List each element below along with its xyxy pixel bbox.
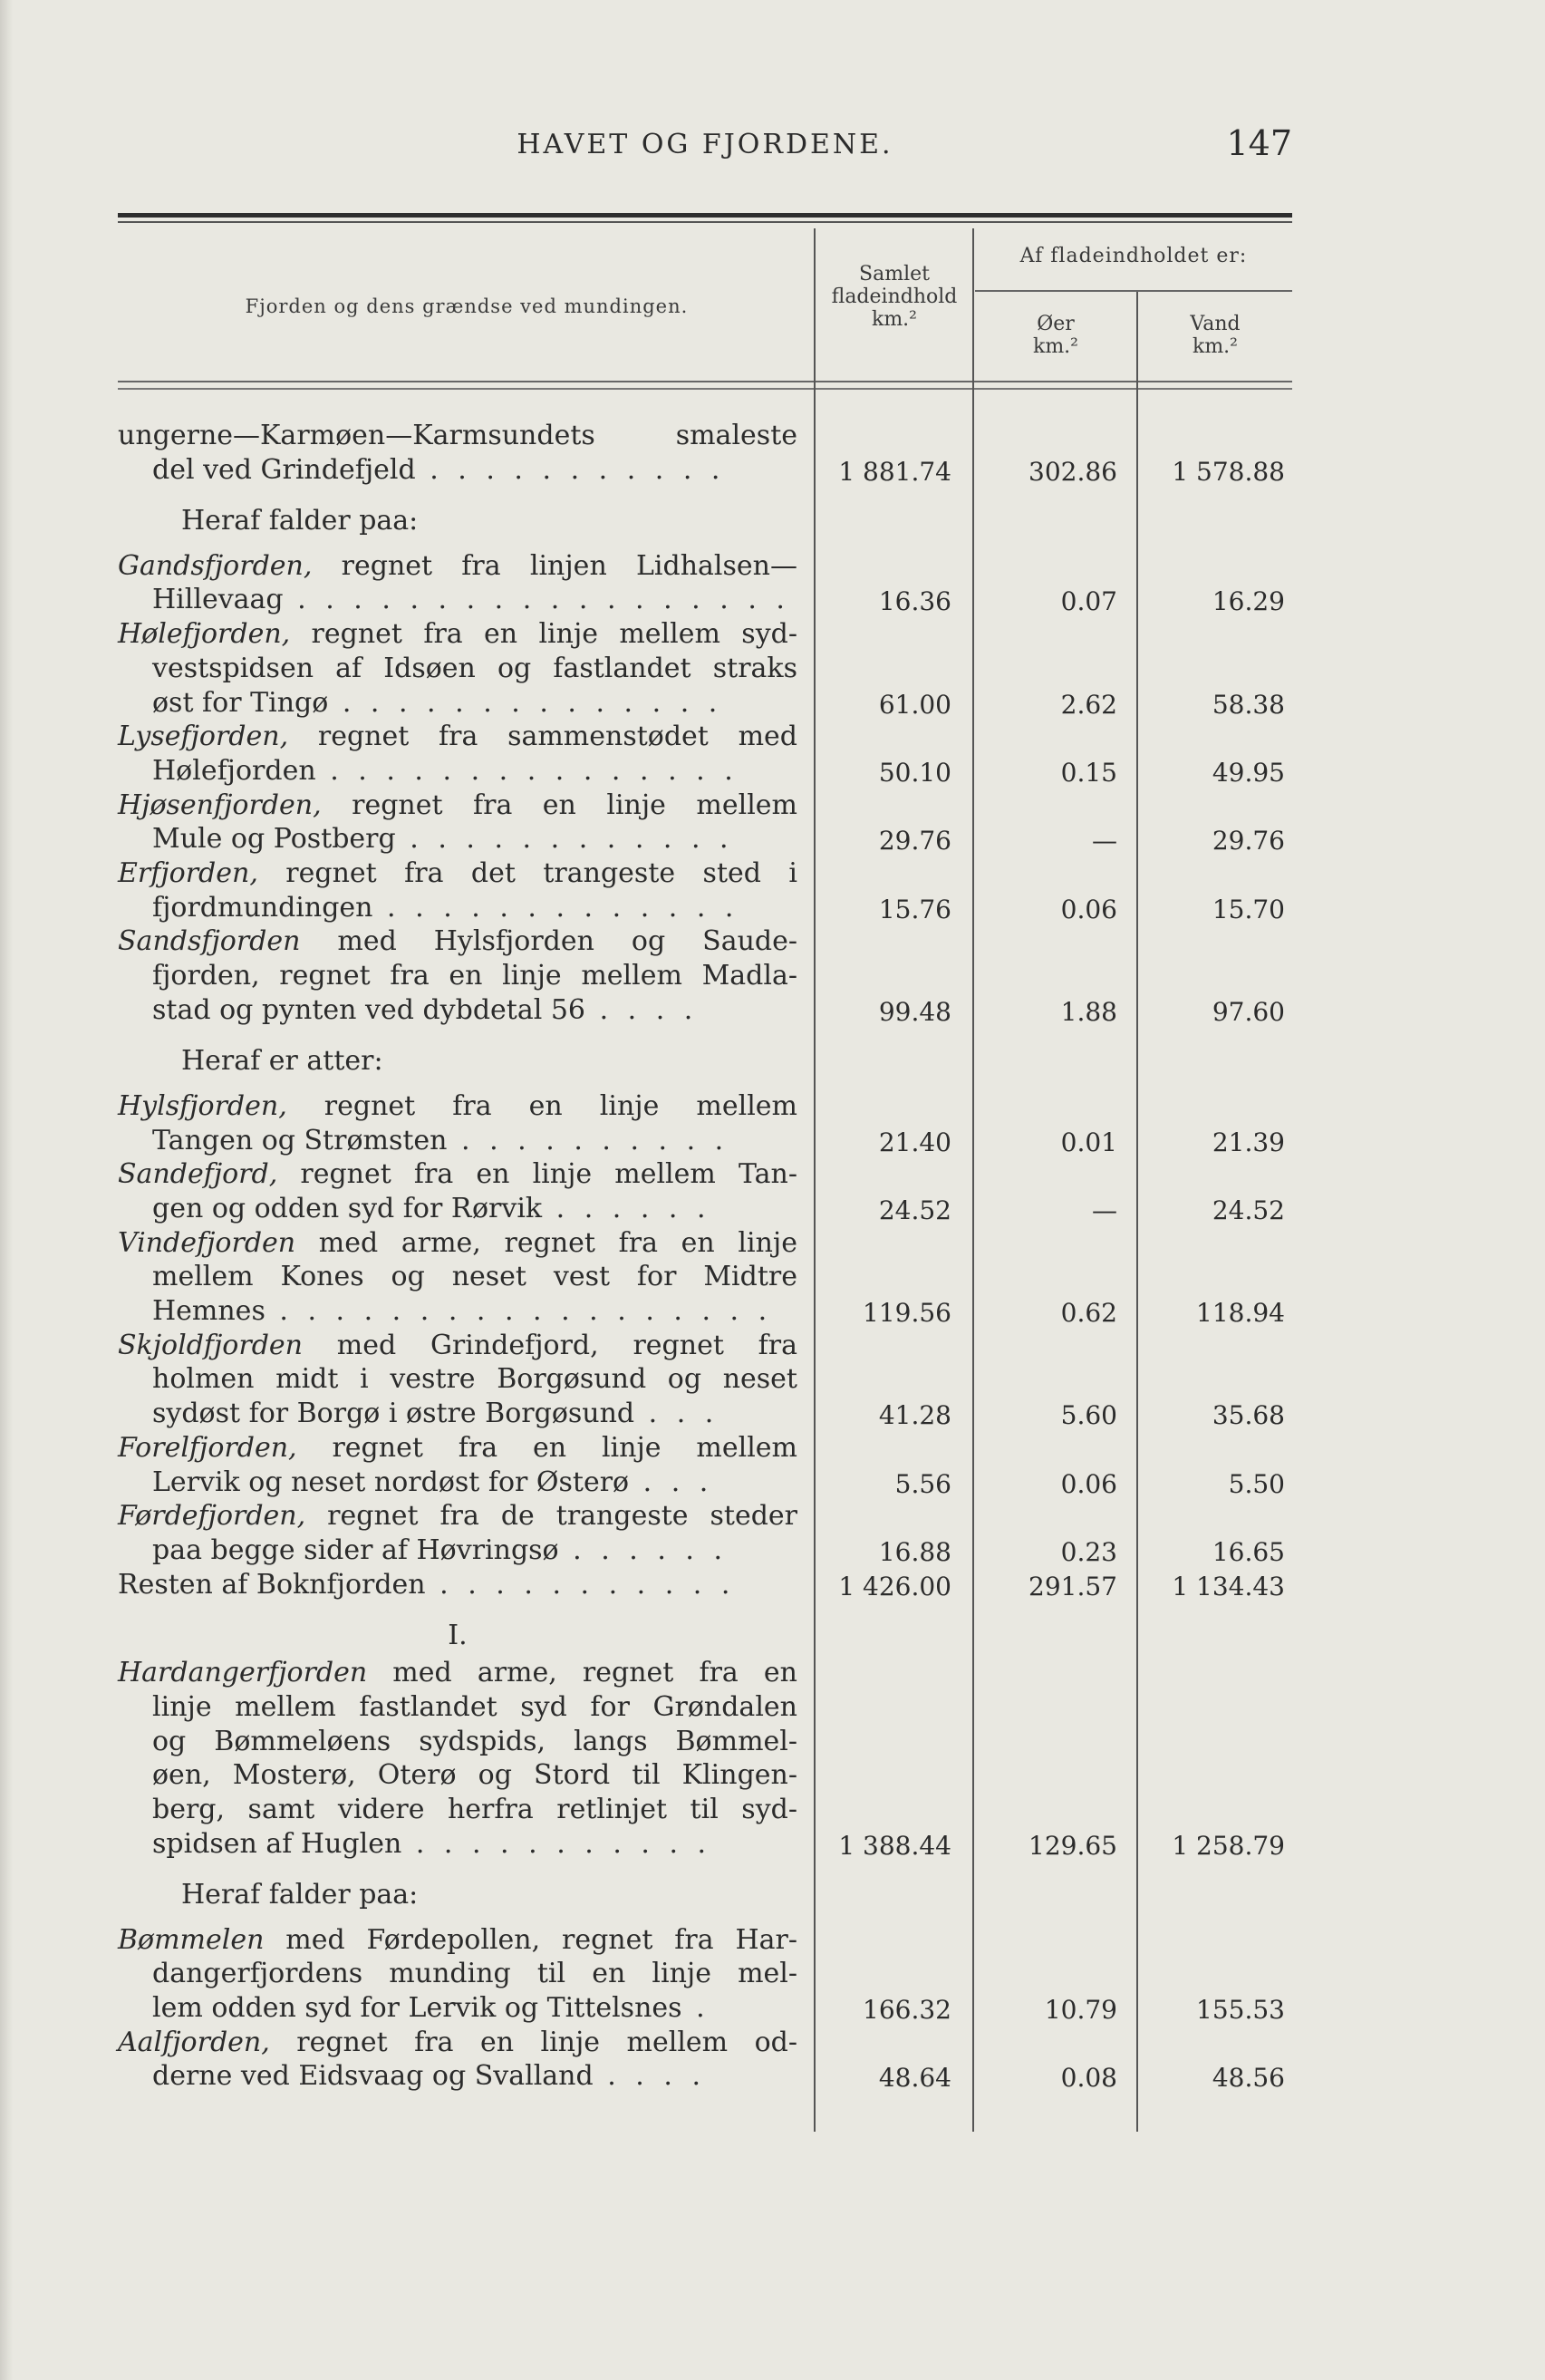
- oer-value: 129.65: [1028, 1830, 1117, 1861]
- fjord-name: Erfjorden,: [118, 857, 258, 889]
- leader-dots: . . . . . . . . . . .: [401, 1827, 712, 1860]
- fjord-name: Forelfjorden,: [118, 1431, 297, 1464]
- entry-text: gen og odden syd for Rørvik: [152, 1192, 543, 1224]
- fjord-name: Vindefjorden: [118, 1226, 296, 1259]
- fjord-entry-line: [152, 1260, 797, 1294]
- entry-text: vestspidsen af Idsøen og fastlandet straks: [152, 652, 797, 684]
- fjord-entry-line: [118, 2026, 797, 2060]
- entry-text: regnet fra en linje mellem: [321, 788, 797, 821]
- samlet-value: 119.56: [863, 1298, 951, 1328]
- entry-text: regnet fra de trangeste steder: [305, 1500, 797, 1533]
- fjord-entry-line: [118, 1157, 797, 1192]
- vand-value: 21.39: [1212, 1127, 1285, 1157]
- fjord-name: Sandefjord,: [118, 1158, 278, 1191]
- leader-dots: . . . . . . . . . . . .: [395, 823, 734, 856]
- fjord-name: Aalfjorden,: [118, 2026, 270, 2058]
- entry-text: Hillevaag: [152, 584, 284, 616]
- entry-text: sydøst for Borgø i østre Borgøsund: [152, 1398, 635, 1430]
- entry-text: mellem Kones og neset vest for Midtre: [152, 1261, 797, 1293]
- samlet-value: 1 426.00: [838, 1571, 951, 1601]
- fjord-entry-line: [152, 1957, 797, 1991]
- fjord-entry-line: [152, 1991, 797, 2026]
- leader-dots: . . . . . .: [542, 1192, 711, 1224]
- leader-dots: . . . . . . . . . .: [447, 1124, 729, 1156]
- entry-text: linje mellem fastlandet syd for Grøndalen: [152, 1690, 797, 1723]
- samlet-line-1: Samlet: [859, 263, 930, 285]
- vand-value: 1 578.88: [1172, 456, 1285, 487]
- samlet-line-3: km.²: [871, 308, 917, 331]
- samlet-value: 61.00: [878, 689, 951, 720]
- subheading: Heraf falder paa:: [181, 505, 419, 537]
- fjord-entry-line: [118, 1568, 797, 1602]
- oer-line-2: km.²: [1032, 335, 1078, 358]
- vand-line-2: km.²: [1192, 335, 1238, 358]
- samlet-line-2: fladeindhold: [831, 285, 958, 308]
- fjord-entry-line: [152, 583, 797, 617]
- vand-value: 1 134.43: [1172, 1571, 1285, 1601]
- fjord-entry-line: [152, 453, 797, 488]
- fjord-entry-line: [152, 993, 797, 1028]
- oer-value: 0.15: [1060, 757, 1117, 788]
- fjord-entry-line: [118, 1329, 797, 1363]
- leader-dots: .: [681, 1992, 710, 2024]
- entry-text: regnet fra en linje mellem: [286, 1089, 797, 1122]
- samlet-value: 1 388.44: [838, 1830, 951, 1861]
- fjord-entry-line: [118, 720, 797, 754]
- entry-text: regnet fra en linje mellem syd-: [290, 618, 797, 651]
- entry-text: med arme, regnet fra en: [367, 1657, 797, 1689]
- entry-text: berg, samt videre herfra retlinjet til syd-: [152, 1793, 797, 1825]
- fjord-entry-line: [152, 959, 797, 993]
- entry-text: Hølefjorden: [152, 754, 316, 787]
- samlet-value: 16.36: [878, 586, 951, 617]
- vand-value: 15.70: [1212, 894, 1285, 924]
- entry-text: holmen midt i vestre Borgøsund og neset: [152, 1363, 797, 1396]
- oer-line-1: Øer: [1037, 313, 1075, 335]
- fjord-entry-line: [152, 1725, 797, 1759]
- entry-text: fjordmundingen: [152, 891, 373, 924]
- oer-value: 10.79: [1044, 1995, 1117, 2025]
- fjord-entry-line: [152, 1827, 797, 1862]
- entry-text: regnet fra det trangeste sted i: [257, 857, 797, 889]
- vand-value: 16.65: [1212, 1536, 1285, 1567]
- entry-text: Tangen og Strømsten: [152, 1124, 448, 1156]
- samlet-value: 166.32: [863, 1995, 951, 2025]
- fjord-name: Gandsfjorden,: [118, 549, 313, 582]
- fjord-name: Hylsfjorden,: [118, 1089, 287, 1122]
- samlet-value: 16.88: [878, 1536, 951, 1567]
- oer-value: 0.07: [1060, 586, 1117, 617]
- fjord-entry-line: [118, 1656, 797, 1690]
- samlet-value: 1 881.74: [838, 456, 951, 487]
- leader-dots: . . . .: [585, 993, 699, 1026]
- leader-dots: . . . . . . . . . . . . . . . . . .: [265, 1295, 773, 1327]
- fjord-entry-line: [118, 856, 797, 891]
- page-number: 147: [1226, 123, 1292, 163]
- fjord-entry-line: [152, 1466, 797, 1500]
- oer-value: 5.60: [1060, 1400, 1117, 1431]
- entry-text: regnet fra sammenstødet med: [288, 721, 797, 753]
- fjord-entry-line: [152, 1362, 797, 1397]
- subheading: Heraf falder paa:: [181, 1879, 419, 1911]
- fjord-entry-line: [118, 1431, 797, 1466]
- entry-text: øst for Tingø: [152, 686, 329, 719]
- fjord-entry-line: [118, 617, 797, 652]
- samlet-value: 21.40: [878, 1127, 951, 1157]
- oer-value: 302.86: [1028, 456, 1117, 487]
- entry-text: ungerne—Karmøen—Karmsundets smaleste: [118, 420, 797, 451]
- running-title: HAVET OG FJORDENE.: [517, 129, 893, 160]
- entry-text: spidsen af Huglen: [152, 1827, 402, 1860]
- vand-value: 58.38: [1212, 689, 1285, 720]
- oer-value: —: [1092, 1195, 1117, 1225]
- entry-text: regnet fra en linje mellem od-: [269, 2026, 797, 2058]
- oer-value: 0.01: [1060, 1127, 1117, 1157]
- leader-dots: . . . . . . . . . . .: [425, 1568, 736, 1601]
- fjord-entry-line: [152, 1758, 797, 1793]
- leader-dots: . . . . . . . . . . . . .: [372, 891, 739, 924]
- vand-value: 29.76: [1212, 826, 1285, 856]
- subheading: Heraf er atter:: [181, 1045, 383, 1078]
- leader-dots: . . . . . .: [558, 1533, 729, 1566]
- oer-value: 291.57: [1028, 1571, 1117, 1601]
- entry-text: Hemnes: [152, 1295, 266, 1327]
- fjord-entry-line: [118, 924, 797, 959]
- oer-value: 0.08: [1060, 2063, 1117, 2094]
- oer-value: 0.23: [1060, 1536, 1117, 1567]
- entry-text: med Førdepollen, regnet fra Har-: [264, 1923, 797, 1956]
- leader-dots: . . . . . . . . . . . . . .: [328, 686, 723, 719]
- vand-value: 97.60: [1212, 996, 1285, 1027]
- entry-text: regnet fra en linje mellem Tan-: [277, 1158, 797, 1191]
- fjord-name: Sandsfjorden: [118, 925, 301, 958]
- samlet-value: 24.52: [878, 1195, 951, 1225]
- samlet-value: 29.76: [878, 826, 951, 856]
- leader-dots: . . . . . . . . . . .: [415, 453, 726, 486]
- samlet-value: 48.64: [878, 2063, 951, 2094]
- entry-text: dangerfjordens munding til en linje mel-: [152, 1958, 797, 1990]
- samlet-value: 41.28: [878, 1400, 951, 1431]
- fjord-entry-line: [152, 1124, 797, 1158]
- oer-value: 0.06: [1060, 1468, 1117, 1499]
- samlet-value: 5.56: [894, 1468, 951, 1499]
- samlet-value: 50.10: [878, 757, 951, 788]
- entry-text: paa begge sider af Høvringsø: [152, 1533, 559, 1566]
- fjord-entry-line: [152, 1793, 797, 1827]
- fjord-entry-line: [152, 891, 797, 925]
- fjord-name: Hardangerfjorden: [118, 1657, 368, 1689]
- fjord-entry-line: [118, 549, 797, 584]
- leader-dots: . . . .: [593, 2060, 706, 2093]
- leader-dots: . . . . . . . . . . . . . . .: [315, 754, 739, 787]
- fjord-entry-line: [118, 1089, 797, 1124]
- oer-value: 2.62: [1060, 689, 1117, 720]
- fjord-entry-line: [152, 1690, 797, 1725]
- entry-text: Lervik og neset nordøst for Østerø: [152, 1466, 630, 1498]
- fjord-entry-line: [152, 754, 797, 788]
- oer-value: 0.06: [1060, 894, 1117, 924]
- entry-text: med Grindefjord, regnet fra: [302, 1329, 797, 1361]
- fjord-name: Hjøsenfjorden,: [118, 788, 322, 821]
- fjord-entry-line: [152, 2059, 797, 2094]
- fjord-name: Lysefjorden,: [118, 721, 289, 753]
- entry-text: fjorden, regnet fra en linje mellem Madla-: [152, 960, 797, 992]
- vand-value: 49.95: [1212, 757, 1285, 788]
- fjord-name: Skjoldfjorden: [118, 1329, 303, 1361]
- entry-text: og Bømmeløens sydspids, langs Bømmel-: [152, 1725, 797, 1757]
- vand-value: 16.29: [1212, 586, 1285, 617]
- fjord-entry-line: [152, 1294, 797, 1329]
- entry-text: regnet fra linjen Lidhalsen—: [312, 549, 797, 582]
- fjord-entry-line: [152, 1192, 797, 1226]
- fjord-entry-line: [118, 788, 797, 823]
- vand-value: 5.50: [1228, 1468, 1285, 1499]
- entry-text: stad og pynten ved dybdetal 56: [152, 993, 586, 1026]
- column-header-af-fladeindholdet: Af fladeindholdet er:: [1019, 245, 1248, 267]
- oer-value: —: [1092, 826, 1117, 856]
- fjord-entry-line: [152, 1533, 797, 1568]
- vand-value: 118.94: [1196, 1298, 1285, 1328]
- leader-dots: . . . . . . . . . . . . . . . . . .: [283, 584, 790, 616]
- samlet-value: 15.76: [878, 894, 951, 924]
- entry-text: øen, Mosterø, Oterø og Stord til Klingen-: [152, 1759, 797, 1792]
- entry-text: regnet fra en linje mellem: [296, 1431, 797, 1464]
- entry-text: Mule og Postberg: [152, 823, 396, 856]
- vand-value: 35.68: [1212, 1400, 1285, 1431]
- entry-text: derne ved Eidsvaag og Svalland: [152, 2060, 594, 2093]
- fjord-entry-line: [152, 1397, 797, 1431]
- fjord-name: Bømmelen: [118, 1923, 265, 1956]
- samlet-value: 99.48: [878, 996, 951, 1027]
- fjord-entry-line: [118, 1226, 797, 1261]
- section-numeral: I.: [448, 1620, 468, 1651]
- oer-value: 0.62: [1060, 1298, 1117, 1328]
- fjord-entry-line: [152, 652, 797, 686]
- entry-text: med Hylsfjorden og Saude-: [300, 925, 797, 958]
- fjord-entry-line: [152, 822, 797, 856]
- vand-line-1: Vand: [1190, 313, 1241, 335]
- vand-value: 48.56: [1212, 2063, 1285, 2094]
- vand-value: 1 258.79: [1172, 1830, 1285, 1861]
- entry-text: Resten af Boknfjorden: [118, 1568, 426, 1601]
- oer-value: 1.88: [1060, 996, 1117, 1027]
- entry-text: lem odden syd for Lervik og Tittelsnes: [152, 1992, 682, 2024]
- fjord-name: Hølefjorden,: [118, 618, 291, 651]
- fjord-entry-line: [118, 1923, 797, 1958]
- fjord-entry-line: [118, 1499, 797, 1533]
- fjord-entry-line: [152, 686, 797, 721]
- entry-text: med arme, regnet fra en linje: [295, 1226, 797, 1259]
- fjord-name: Førdefjorden,: [118, 1500, 306, 1533]
- entry-text: del ved Grindefjeld: [152, 453, 416, 486]
- leader-dots: . . .: [629, 1466, 714, 1498]
- column-header-fjord: Fjorden og dens grændse ved mundingen.: [245, 295, 689, 317]
- vand-value: 24.52: [1212, 1195, 1285, 1225]
- fjord-entry-line: [118, 419, 797, 453]
- leader-dots: . . .: [634, 1398, 719, 1430]
- vand-value: 155.53: [1196, 1995, 1285, 2025]
